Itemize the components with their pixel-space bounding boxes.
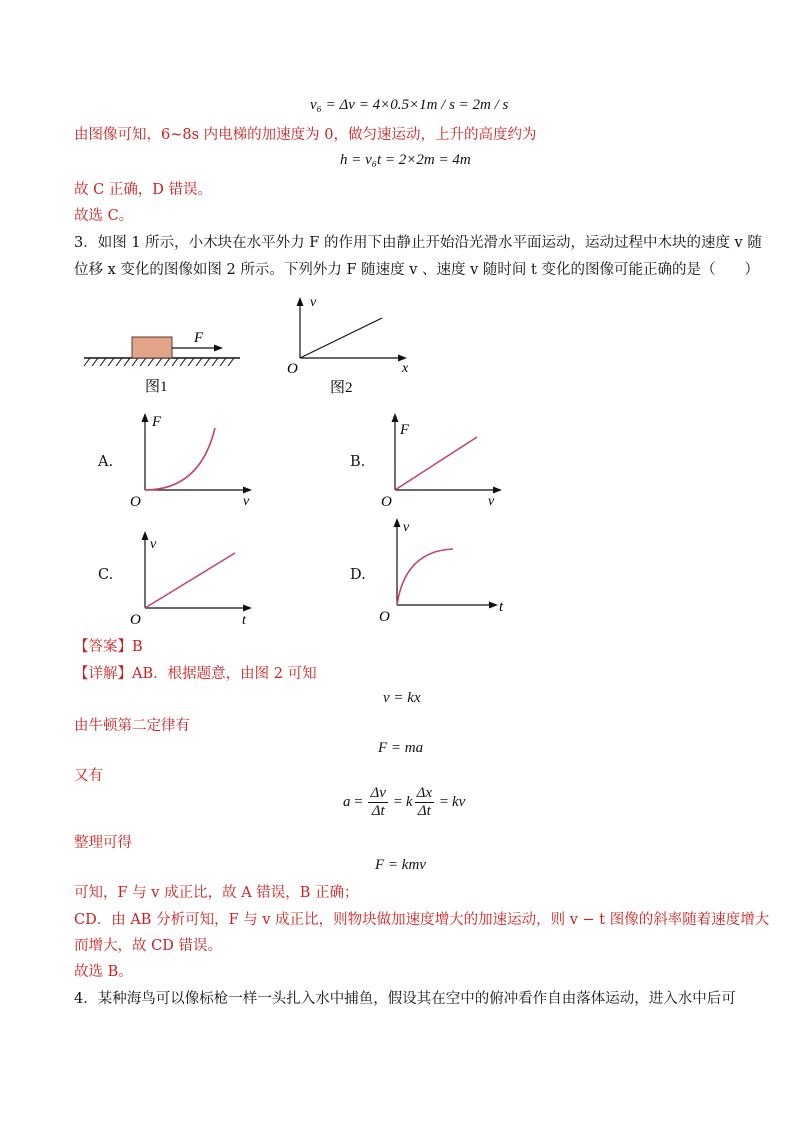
option-b-y-label: F: [400, 422, 410, 438]
equation-f-ma: F = ma: [378, 740, 424, 756]
option-a-letter: A.: [98, 454, 114, 470]
option-a-y-label: F: [152, 414, 162, 430]
option-d-origin: O: [379, 609, 390, 625]
option-b-letter: B.: [350, 454, 366, 470]
text-newton-law: 由牛顿第二定律有: [74, 718, 190, 734]
option-d-curve: [397, 549, 453, 605]
text-conclusion-ab: 可知，F 与 v 成正比，故 A 错误，B 正确；: [74, 885, 359, 901]
text-also: 又有: [74, 768, 103, 784]
option-c-y-label: v: [150, 537, 157, 552]
option-c-origin: O: [130, 612, 141, 628]
option-d-letter: D.: [350, 567, 366, 583]
text-choose-b: 故选 B。: [74, 964, 133, 980]
option-b-origin: O: [381, 494, 392, 510]
text-cd-line-1: CD．由 AB 分析可知，F 与 v 成正比，则物块做加速度增大的加速运动，则 v − t 图像的斜率随着速度增大: [74, 912, 770, 928]
option-b-curve: [395, 437, 477, 490]
option-d-x-label: t: [499, 599, 504, 615]
option-a-origin: O: [130, 494, 141, 510]
option-d-y-label: v: [403, 520, 410, 535]
wooden-block: [132, 337, 172, 358]
question-4-line: 4．某种海鸟可以像标枪一样一头扎入水中捕鱼，假设其在空中的俯冲看作自由落体运动，进入水中后可: [74, 991, 736, 1007]
figure-2-y-label: v: [310, 295, 317, 310]
text-cd-line-2: 而增大，故 CD 错误。: [74, 938, 222, 954]
option-c-curve: [145, 553, 235, 608]
detail-line: 【详解】AB．根据题意，由图 2 可知: [74, 666, 317, 682]
figure-2-origin: O: [287, 361, 298, 377]
option-b-x-label: v: [488, 494, 495, 509]
equation-height: h = v₆t = 2×2m = 4m: [340, 152, 471, 168]
text-c-correct: 故 C 正确，D 错误。: [74, 182, 213, 198]
equation-a-kv: a = $\frac{\Delta v}{\Delta t}$ = k $\frac{\Delta x}{\Delta t}$ = kv: [343, 785, 466, 819]
option-b-graph: [375, 410, 515, 510]
text-choose-c: 故选 C。: [74, 208, 134, 224]
equation-v6: v₆ = Δv = 4×0.5×1m / s = 2m / s: [310, 97, 509, 113]
answer-line: 【答案】B: [74, 639, 143, 655]
equation-v-kx: v = kx: [383, 690, 421, 706]
figure-2-caption: 图2: [330, 380, 353, 396]
equation-f-kmv: F = kmv: [375, 857, 426, 873]
figure-2-x-label: x: [402, 361, 409, 376]
option-c-x-label: t: [242, 613, 246, 628]
figure-1-block-diagram: [80, 320, 250, 400]
force-label-f: F: [194, 330, 204, 346]
option-c-graph: [125, 528, 265, 628]
vx-line: [300, 318, 382, 358]
text-rearrange: 整理可得: [74, 835, 132, 851]
option-a-curve: [145, 428, 215, 490]
option-a-x-label: v: [243, 494, 250, 509]
question-3-line-1: 3．如图 1 所示，小木块在水平外力 F 的作用下由静止开始沿光滑水平面运动，运动过程中木块的速度 v 随: [74, 235, 762, 251]
question-3-line-2: 位移 x 变化的图像如图 2 所示。下列外力 F 随速度 v 、速度 v 随时间 t 变化的图像可能正确的是（ ）: [74, 262, 759, 278]
figure-2-vx-graph: [280, 294, 420, 398]
option-a-graph: [125, 410, 265, 510]
text-acceleration-zero: 由图像可知，6~8s 内电梯的加速度为 0，做匀速运动，上升的高度约为: [74, 127, 537, 143]
option-d-graph: [375, 515, 515, 625]
figure-1-caption: 图1: [145, 379, 168, 395]
option-c-letter: C.: [98, 567, 114, 583]
